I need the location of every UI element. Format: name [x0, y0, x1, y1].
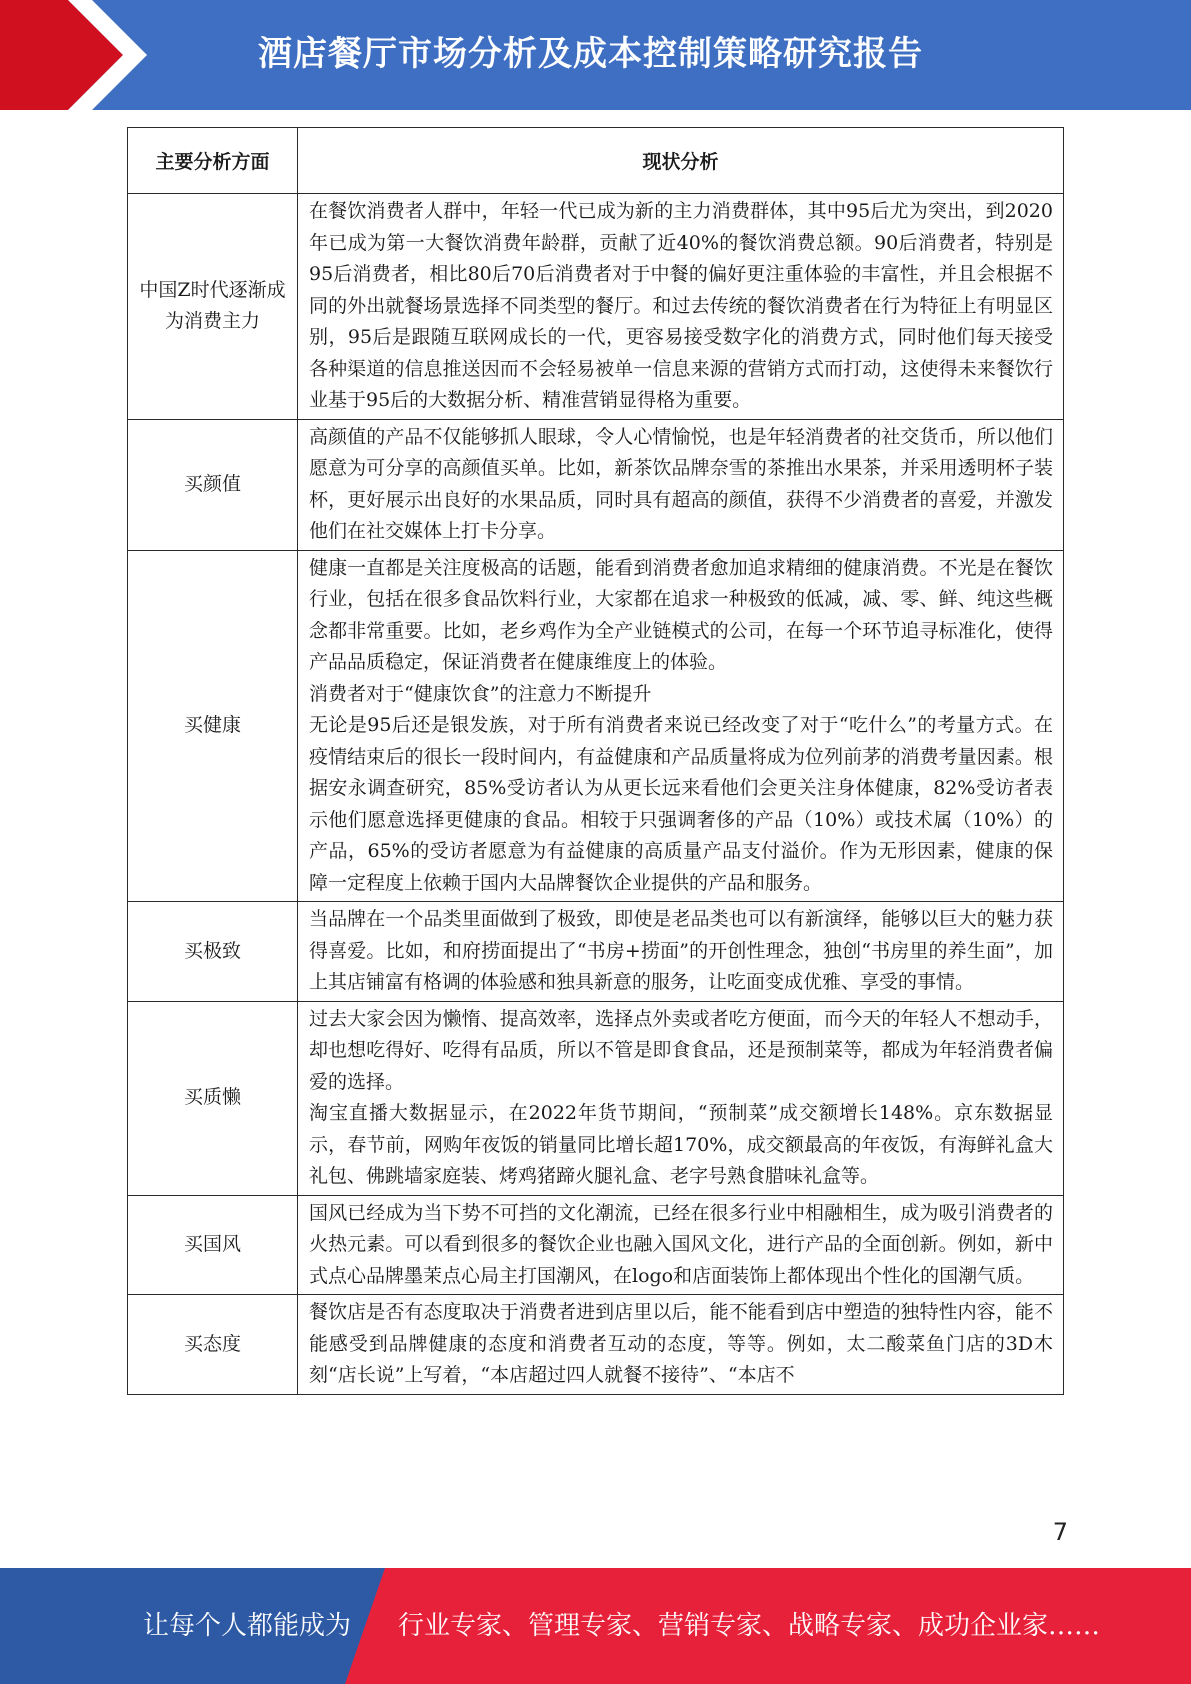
table-row — [128, 194, 1064, 420]
analysis-paragraph: 餐饮店是否有态度取决于消费者进到店里以后，能不能看到店中塑造的独特性内容，能不能感受到品牌健康的态度和消费者互动的态度，等等。例如，太二酸菜鱼门店的3D木刻“店长说”上写着，“本店超过四人就餐不接待”、“本店不 — [309, 1301, 1053, 1386]
aspect-cell: 买国风 — [128, 1195, 298, 1295]
analysis-paragraph: 国风已经成为当下势不可挡的文化潮流，已经在很多行业中相融相生，成为吸引消费者的火热元素。可以看到很多的餐饮企业也融入国风文化，进行产品的全面创新。例如，新中式点心品牌墨茉点心局主打国潮风，在logo和店面装饰上都体现出个性化的国潮气质。 — [309, 1201, 1053, 1287]
analysis-paragraph: 当品牌在一个品类里面做到了极致，即使是老品类也可以有新演绎，能够以巨大的魅力获得喜爱。比如，和府捞面提出了“书房+捞面”的开创性理念，独创“书房里的养生面”，加上其店铺富有格调的体验感和独具新意的服务，让吃面变成优雅、享受的事情。 — [309, 908, 1053, 993]
analysis-table — [127, 127, 1064, 1395]
table-row — [128, 1295, 1064, 1395]
aspect-cell: 买极致 — [128, 902, 298, 1002]
aspect-cell: 买态度 — [128, 1295, 298, 1395]
analysis-paragraph: 健康一直都是关注度极高的话题，能看到消费者愈加追求精细的健康消费。不光是在餐饮行业，包括在很多食品饮料行业，大家都在追求一种极致的低减，减、零、鲜、纯这些概念都非常重要。比如，老乡鸡作为全产业链模式的公司，在每一个环节追寻标准化，使得产品品质稳定，保证消费者在健康维度上的体验。 — [309, 556, 1053, 673]
table-row — [128, 902, 1064, 1002]
analysis-paragraph: 过去大家会因为懒惰、提高效率，选择点外卖或者吃方便面，而今天的年轻人不想动手，却也想吃得好、吃得有品质，所以不管是即食食品，还是预制菜等，都成为年轻消费者偏爱的选择。 — [309, 1007, 1053, 1093]
column-header-aspect: 主要分析方面 — [128, 128, 298, 194]
page-header — [0, 0, 1191, 110]
analysis-paragraph: 消费者对于“健康饮食”的注意力不断提升 — [309, 682, 652, 705]
table-row — [128, 550, 1064, 902]
table-row — [128, 1001, 1064, 1195]
aspect-cell: 买质懒 — [128, 1001, 298, 1195]
analysis-cell — [298, 419, 1064, 550]
table-header-row — [128, 128, 1064, 194]
table-row — [128, 419, 1064, 550]
analysis-cell — [298, 1001, 1064, 1195]
analysis-paragraph: 在餐饮消费者人群中，年轻一代已成为新的主力消费群体，其中95后尤为突出，到2020年已成为第一大餐饮消费年龄群，贡献了近40%的餐饮消费总额。90后消费者，特别是95后消费者，相比80后70后消费者对于中餐的偏好更注重体验的丰富性，并且会根据不同的外出就餐场景选择不同类型的餐厅。和过去传统的餐饮消费者在行为特征上有明显区别，95后是跟随互联网成长的一代，更容易接受数字化的消费方式，同时他们每天接受各种渠道的信息推送因而不会轻易被单一信息来源的营销方式而打动，这使得未来餐饮行业基于95后的大数据分析、精准营销显得格为重要。 — [309, 200, 1053, 411]
analysis-cell — [298, 902, 1064, 1002]
aspect-cell: 买健康 — [128, 550, 298, 902]
analysis-cell — [298, 194, 1064, 420]
analysis-paragraph: 淘宝直播大数据显示，在2022年货节期间，“预制菜”成交额增长148%。京东数据显示，春节前，网购年夜饭的销量同比增长超170%，成交额最高的年夜饭，有海鲜礼盒大礼包、佛跳墙家庭装、烤鸡猪蹄火腿礼盒、老字号熟食腊味礼盒等。 — [309, 1102, 1053, 1187]
analysis-paragraph: 无论是95后还是银发族，对于所有消费者来说已经改变了对于“吃什么”的考量方式。在疫情结束后的很长一段时间内，有益健康和产品质量将成为位列前茅的消费考量因素。根据安永调查研究，85%受访者认为从更长远来看他们会更关注身体健康，82%受访者表示他们愿意选择更健康的食品。相较于只强调奢侈的产品（10%）或技术属（10%）的产品，65%的受访者愿意为有益健康的高质量产品支付溢价。作为无形因素，健康的保障一定程度上依赖于国内大品牌餐饮企业提供的产品和服务。 — [309, 714, 1053, 894]
aspect-cell: 买颜值 — [128, 419, 298, 550]
footer-slogan-right: 行业专家、管理专家、营销专家、战略专家、成功企业家…… — [398, 1611, 1101, 1641]
analysis-paragraph: 高颜值的产品不仅能够抓人眼球，令人心情愉悦，也是年轻消费者的社交货币，所以他们愿意为可分享的高颜值买单。比如，新茶饮品牌奈雪的茶推出水果茶，并采用透明杯子装杯，更好展示出良好的水果品质，同时具有超高的颜值，获得不少消费者的喜爱，并激发他们在社交媒体上打卡分享。 — [309, 425, 1053, 542]
analysis-cell — [298, 1295, 1064, 1395]
analysis-cell — [298, 550, 1064, 902]
page-number: 7 — [1052, 1518, 1068, 1546]
header-arrow-decoration — [0, 0, 160, 110]
analysis-cell — [298, 1195, 1064, 1295]
footer-slogan-left: 让每个人都能成为 — [143, 1611, 352, 1641]
page-footer — [0, 1568, 1191, 1684]
column-header-analysis: 现状分析 — [298, 128, 1064, 194]
aspect-cell: 中国Z时代逐渐成为消费主力 — [128, 194, 298, 420]
report-title: 酒店餐厅市场分析及成本控制策略研究报告 — [258, 34, 923, 74]
table-row — [128, 1195, 1064, 1295]
